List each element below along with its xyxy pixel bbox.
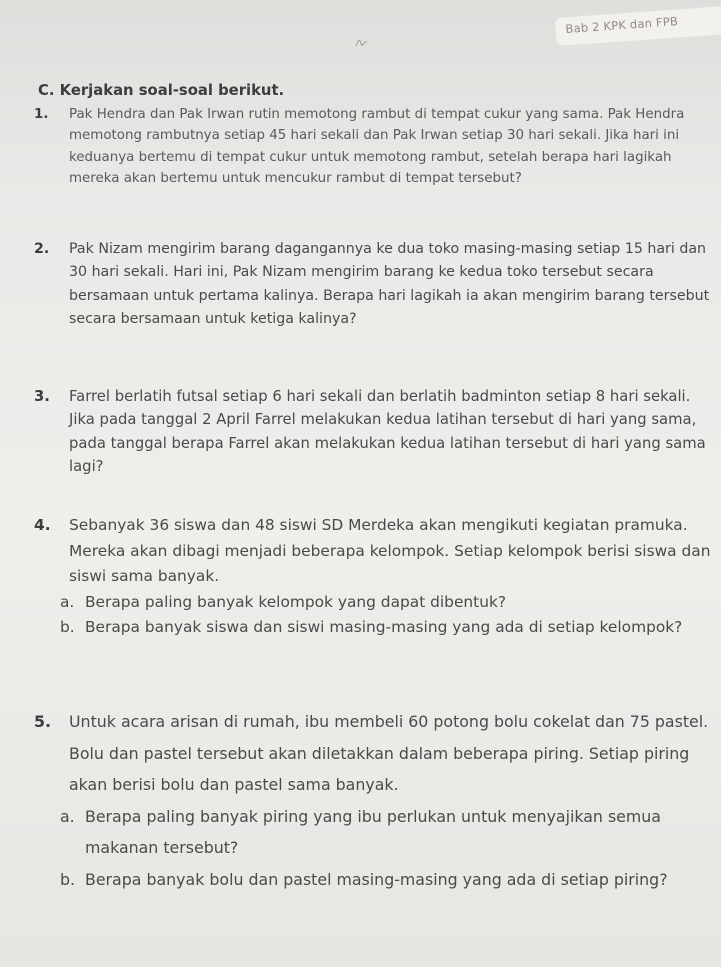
sub-question-text: Berapa paling banyak kelompok yang dapat dibentuk?	[85, 592, 507, 611]
sub-question-a	[60, 801, 713, 864]
question-number: 1.	[34, 107, 49, 122]
chapter-label: Bab 2 KPK dan FPB	[565, 14, 679, 36]
question-number: 3.	[34, 388, 50, 405]
question-number: 2.	[34, 241, 50, 257]
sub-question-b	[60, 615, 713, 641]
sub-question-text: Berapa paling banyak piring yang ibu perlukan untuk menyajikan semua makanan tersebut?	[85, 806, 661, 857]
question-text: Sebanyak 36 siswa dan 48 siswi SD Merdeka akan mengikuti kegiatan pramuka. Mereka akan dibagi menjadi beberapa kelompok. Setiap kelompok berisi siswa dan siswi sama banyak.	[69, 516, 711, 585]
question-number: 4.	[34, 516, 51, 534]
sub-question-letter: b.	[60, 618, 75, 636]
sub-question-text: Berapa banyak siswa dan siswi masing-masing yang ada di setiap kelompok?	[85, 618, 683, 636]
question-5	[34, 706, 713, 895]
question-1	[34, 104, 713, 190]
sub-question-letter: b.	[60, 869, 76, 889]
question-text: Pak Hendra dan Pak Irwan rutin memotong rambut di tempat cukur yang sama. Pak Hendra memotong rambutnya setiap 45 hari sekali dan Pak Irwan setiap 30 hari sekali. Jika hari ini keduanya bertemu di tempat cukur untuk memotong rambut, setelah berapa hari lagikah mereka akan bertemu untuk mencukur rambut di tempat tersebut?	[69, 107, 685, 187]
sub-question-letter: a.	[60, 806, 75, 826]
section-title: C. Kerjakan soal-soal berikut.	[38, 82, 285, 99]
question-text: Farrel berlatih futsal setiap 6 hari sekali dan berlatih badminton setiap 8 hari sekali. Jika pada tanggal 2 April Farrel melakukan kedua latihan tersebut di hari yang sama, pada tanggal berapa Farrel akan melakukan kedua latihan tersebut di hari yang sama lagi?	[69, 388, 706, 476]
question-3	[34, 385, 713, 479]
sub-question-a	[60, 590, 713, 616]
sub-question-letter: a.	[60, 592, 75, 611]
question-4	[34, 513, 713, 641]
sub-question-text: Berapa banyak bolu dan pastel masing-masing yang ada di setiap piring?	[85, 869, 668, 889]
question-text: Pak Nizam mengirim barang dagangannya ke dua toko masing-masing setiap 15 hari dan 30 hari sekali. Hari ini, Pak Nizam mengirim barang ke kedua toko tersebut secara bersamaan untuk pertama kalinya. Berapa hari lagikah ia akan mengirim barang tersebut secara bersamaan untuk ketiga kalinya?	[69, 241, 710, 328]
question-number: 5.	[34, 712, 51, 731]
sub-question-b	[60, 864, 713, 896]
pen-scribble-mark	[350, 32, 380, 52]
question-text: Untuk acara arisan di rumah, ibu membeli 60 potong bolu cokelat dan 75 pastel. Bolu dan pastel tersebut akan diletakkan dalam beberapa piring. Setiap piring akan berisi bolu dan pastel sama banyak.	[69, 712, 709, 794]
question-2	[34, 238, 713, 332]
